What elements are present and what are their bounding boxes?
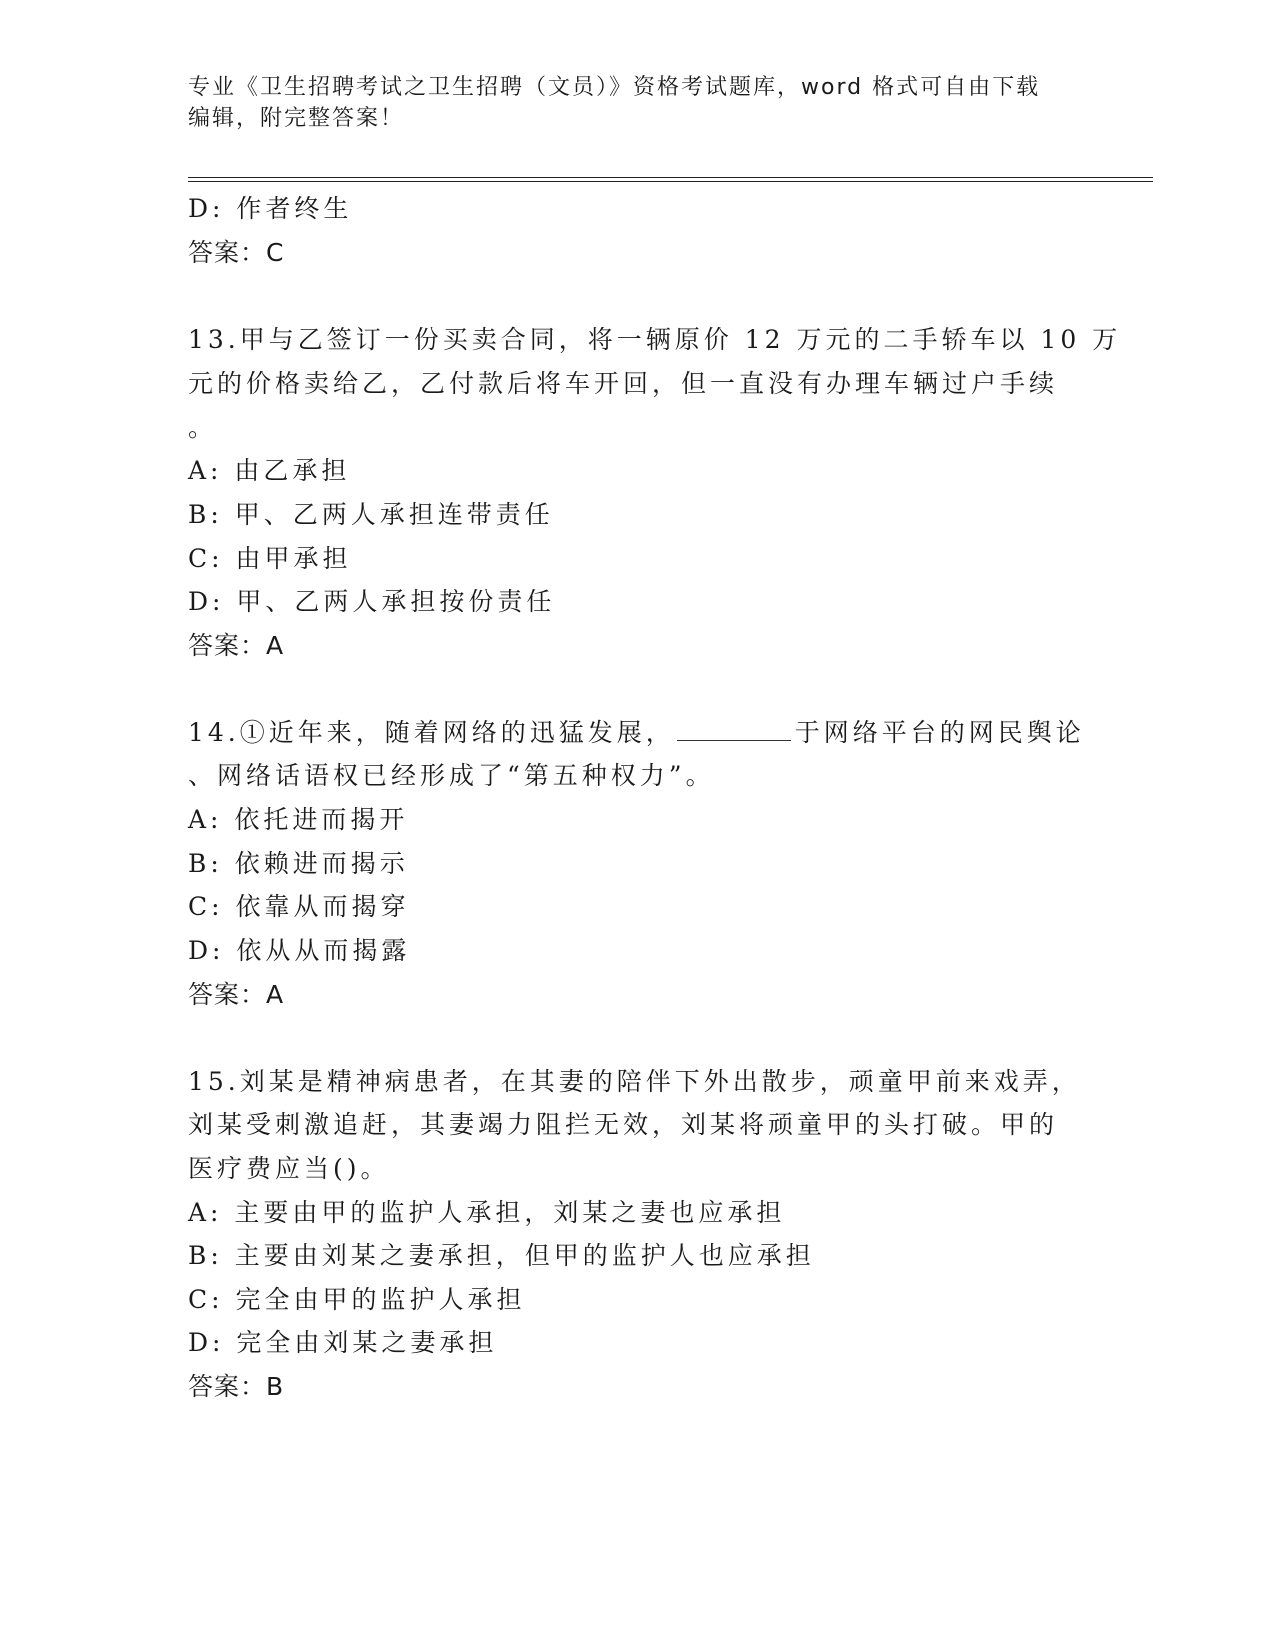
q15-stem-line-2: 刘某受刺激追赶，其妻竭力阻拦无效，刘某将顽童甲的头打破。甲的 [188, 1110, 1059, 1139]
q14-stem-line-2: 、网络话语权已经形成了“第五种权力”。 [188, 761, 715, 790]
q13-option-c: C: 由甲承担 [188, 544, 352, 573]
q13-stem-line-2: 元的价格卖给乙，乙付款后将车开回，但一直没有办理车辆过户手续 [188, 369, 1059, 398]
q13-stem-line-3: 。 [188, 413, 218, 442]
q14-stem-before-blank: 14.①近年来，随着网络的迅猛发展， [188, 718, 675, 747]
q13-stem-line-1: 13.甲与乙签订一份买卖合同，将一辆原价 12 万元的二手轿车以 10 万 [188, 325, 1122, 354]
q14-answer: 答案：A [188, 980, 285, 1009]
fill-in-blank [677, 718, 791, 741]
q14-option-d: D: 依从从而揭露 [188, 936, 411, 965]
q13-option-a: A: 由乙承担 [188, 456, 351, 485]
q14-stem-line-1 [188, 718, 1085, 748]
q12-option-d: D: 作者终生 [188, 194, 353, 223]
q14-option-a: A: 依托进而揭开 [188, 805, 409, 834]
q13-answer: 答案：A [188, 631, 285, 660]
q14-stem-after-blank: 于网络平台的网民舆论 [794, 718, 1085, 747]
q13-option-b: B: 甲、乙两人承担连带责任 [188, 500, 554, 529]
q12-answer: 答案：C [188, 238, 285, 267]
header-line-2: 编辑，附完整答案！ [188, 106, 405, 131]
q15-option-b: B: 主要由刘某之妻承担，但甲的监护人也应承担 [188, 1241, 815, 1270]
page-header [188, 72, 1068, 134]
q15-option-c: C: 完全由甲的监护人承担 [188, 1285, 526, 1314]
q15-option-a: A: 主要由甲的监护人承担，刘某之妻也应承担 [188, 1198, 786, 1227]
q15-stem-line-1: 15.刘某是精神病患者，在其妻的陪伴下外出散步，顽童甲前来戏弄， [188, 1067, 1081, 1096]
q13-option-d: D: 甲、乙两人承担按份责任 [188, 587, 556, 616]
header-line-1: 专业《卫生招聘考试之卫生招聘（文员）》资格考试题库，word 格式可自由下载 [188, 75, 1041, 100]
q15-stem-line-3: 医疗费应当()。 [188, 1154, 390, 1183]
q15-answer: 答案：B [188, 1372, 285, 1401]
q14-option-c: C: 依靠从而揭穿 [188, 892, 410, 921]
q14-option-b: B: 依赖进而揭示 [188, 849, 409, 878]
q15-option-d: D: 完全由刘某之妻承担 [188, 1328, 498, 1357]
header-divider [188, 177, 1153, 182]
